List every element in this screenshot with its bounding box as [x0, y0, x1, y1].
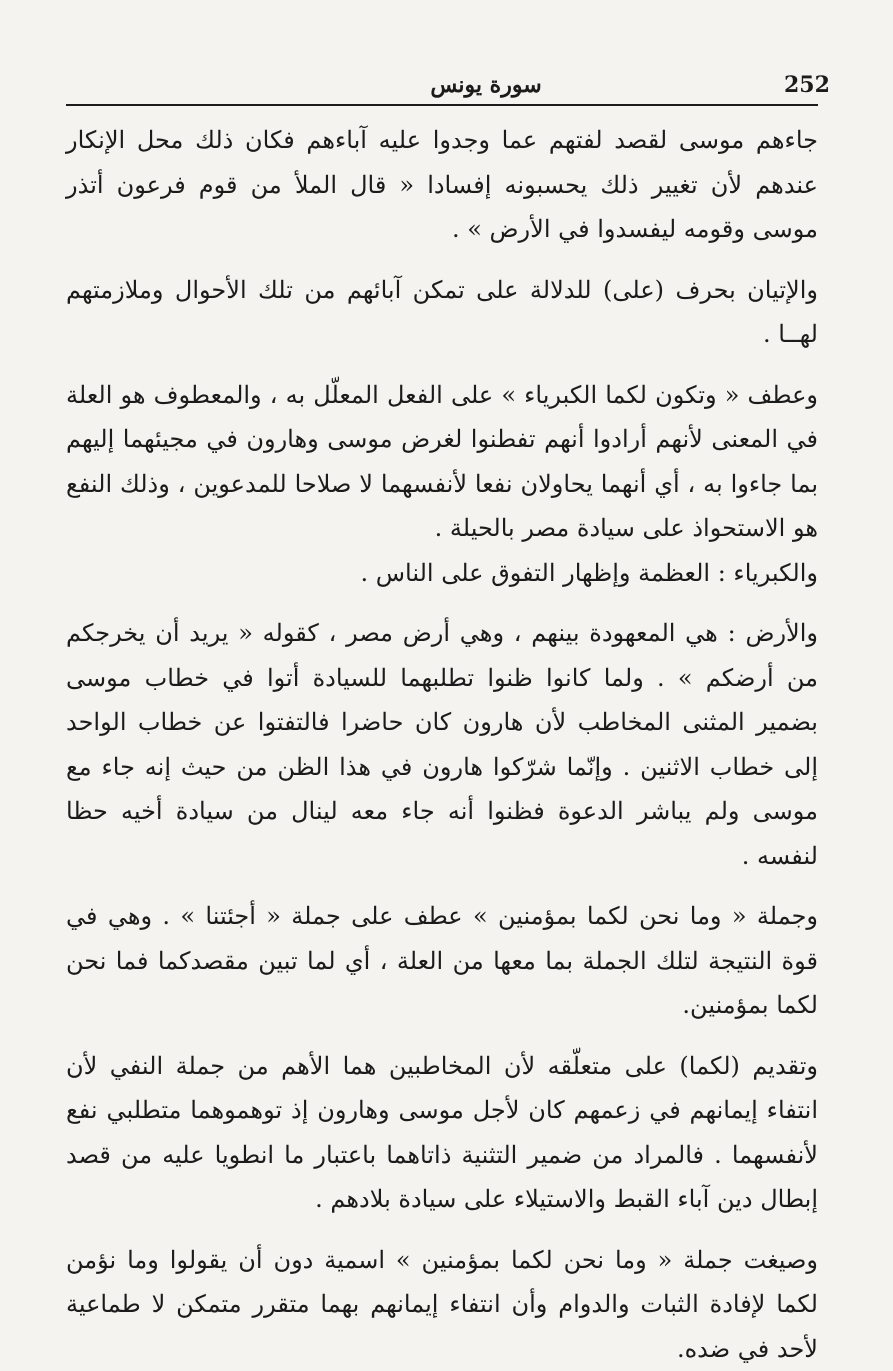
page-header — [66, 62, 830, 106]
header-rule — [66, 104, 818, 106]
paragraph-5: والأرض : هي المعهودة بينهم ، وهي أرض مصر ، كقوله « يريد أن يخرجكم من أرضكم » . ولما كانوا ظنوا تطلبهما للسيادة أتوا في خطاب موسى بضمير المثنى المخاطب لأن هارون كان حاضرا فالتفتوا عن خطاب الواحد إلى خطاب الاثنين . وإنّما شرّكوا هارون في هذا الظن من حيث إنه جاء مع موسى ولم يباشر الدعوة فظنوا أنه جاء معه لينال من سيادة أخيه حظا لنفسه . — [66, 619, 818, 870]
paragraph-6: وجملة « وما نحن لكما بمؤمنين » عطف على جملة « أجئتنا » . وهي في قوة النتيجة لتلك الجملة بما معها من العلة ، أي لما تبين مقصدكما فما نحن لكما بمؤمنين. — [66, 902, 818, 1019]
page-body — [66, 118, 818, 1371]
paragraph-8: وصيغت جملة « وما نحن لكما بمؤمنين » اسمية دون أن يقولوا وما نؤمن لكما لإفادة الثبات والدوام وأن انتفاء إيمانهم بهما متقرر متمكن لا طماعية لأحد في ضده. — [66, 1245, 818, 1363]
paragraph-2: والإتيان بحرف (على) للدلالة على تمكن آبائهم من تلك الأحوال وملازمتهم لهــا . — [66, 275, 818, 348]
paragraph-4: والكبرياء : العظمة وإظهار التفوق على الناس . — [360, 558, 818, 587]
surah-title: سورة يونس — [430, 72, 542, 98]
paragraph-1: جاءهم موسى لقصد لفتهم عما وجدوا عليه آباءهم فكان ذلك محل الإنكار عندهم لأن تغيير ذلك يحسبونه إفسادا « قال الملأ من قوم فرعون أتذر موسى وقومه ليفسدوا في الأرض » . — [66, 126, 818, 243]
paragraph-7: وتقديم (لكما) على متعلّقه لأن المخاطبين هما الأهم من جملة النفي لأن انتفاء إيمانهم في زعمهم كان لأجل موسى وهارون إذ توهموهما متطلبي نفع لأنفسهما . فالمراد من ضمير التثنية ذاتاهما باعتبار ما انطويا عليه من قصد إبطال دين آباء القبط والاستيلاء على سيادة بلادهم . — [66, 1051, 818, 1213]
page-number: 252 — [784, 72, 830, 98]
paragraph-3: وعطف « وتكون لكما الكبرياء » على الفعل المعلّل به ، والمعطوف هو العلة في المعنى لأنهم أرادوا أنهم تفطنوا لغرض موسى وهارون في مجيئهما إليهم بما جاءوا به ، أي أنهما يحاولان نفعا لأنفسهما لا صلاحا للمدعوين ، وذلك النفع هو الاستحواذ على سيادة مصر بالحيلة . — [66, 380, 819, 542]
